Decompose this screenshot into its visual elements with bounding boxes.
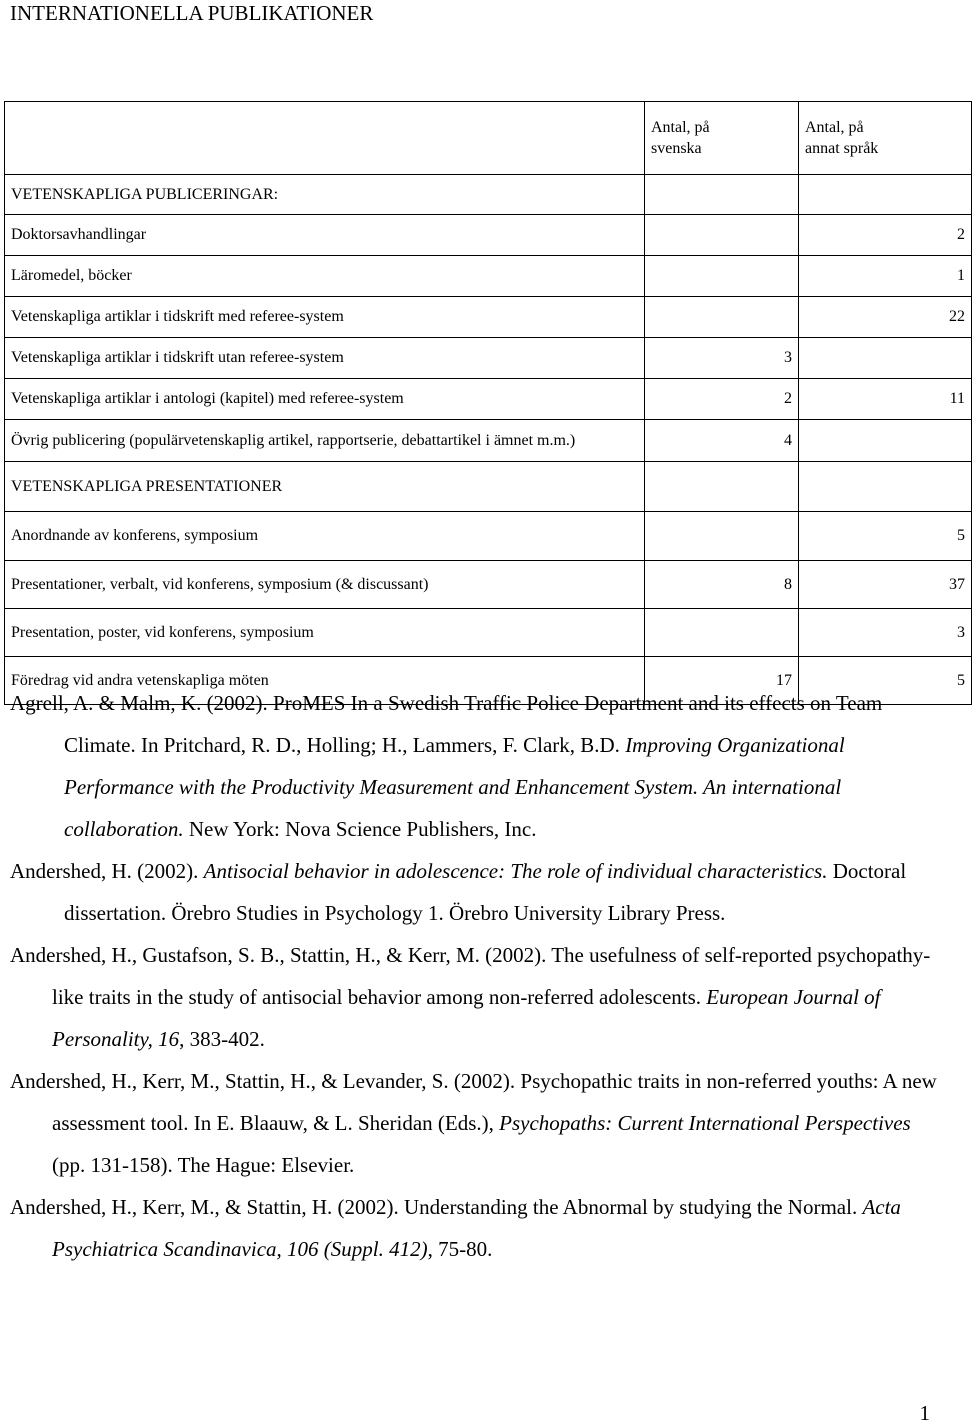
- row-label: Vetenskapliga artiklar i tidskrift med referee-system: [5, 297, 645, 338]
- reference-text-tail: Doctoral dissertation. Örebro Studies in Psychology 1. Örebro University Library Press.: [64, 859, 907, 925]
- table-row: [5, 215, 972, 256]
- row-other-value: [799, 175, 972, 215]
- reference-title-italic: Acta Psychiatrica Scandinavica, 106 (Suppl. 412): [52, 1195, 901, 1261]
- row-label: Läromedel, böcker: [5, 256, 645, 297]
- reference-text: Andershed, H. (2002).: [10, 859, 204, 883]
- row-swedish-value: [645, 297, 799, 338]
- reference-entry: [0, 850, 960, 934]
- table-row: [5, 561, 972, 609]
- header-swedish-count: [645, 102, 799, 175]
- reference-title-italic: European Journal of Personality, 16: [52, 985, 881, 1051]
- table-row: [5, 512, 972, 561]
- table-row: [5, 175, 972, 215]
- reference-title-italic: Psychopaths: Current International Perspectives: [499, 1111, 911, 1135]
- page-number: 1: [919, 1401, 930, 1425]
- row-other-value: 3: [799, 609, 972, 657]
- reference-text-tail: New York: Nova Science Publishers, Inc.: [183, 817, 537, 841]
- row-other-value: [799, 420, 972, 462]
- table-row: [5, 297, 972, 338]
- row-label: Vetenskapliga artiklar i tidskrift utan referee-system: [5, 338, 645, 379]
- header-swedish-line-1: Antal, på: [651, 119, 710, 136]
- row-swedish-value: 17: [645, 657, 799, 705]
- reference-title-italic: Improving Organizational Performance with the Productivity Measurement and Enhancement System. An international collaboration.: [64, 733, 845, 841]
- row-other-value: 1: [799, 256, 972, 297]
- row-swedish-value: 8: [645, 561, 799, 609]
- reference-list: [0, 682, 960, 1270]
- table-row: [5, 379, 972, 420]
- row-other-value: 11: [799, 379, 972, 420]
- reference-text: Andershed, H., Kerr, M., & Stattin, H. (2002). Understanding the Abnormal by studying the Normal.: [10, 1195, 863, 1219]
- header-blank-cell: [5, 102, 645, 175]
- row-other-value: 5: [799, 657, 972, 705]
- table-row: [5, 256, 972, 297]
- reference-entry: [0, 1060, 960, 1186]
- row-label: Övrig publicering (populärvetenskaplig artikel, rapportserie, debattartikel i ämnet m.m.): [5, 420, 645, 462]
- row-swedish-value: [645, 609, 799, 657]
- reference-text-tail: , 75-80.: [427, 1237, 493, 1261]
- row-label: Presentation, poster, vid konferens, symposium: [5, 609, 645, 657]
- row-swedish-value: [645, 512, 799, 561]
- reference-text: Andershed, H., Gustafson, S. B., Stattin, H., & Kerr, M. (2002). The usefulness of self-reported psychopathy-like traits in the study of antisocial behavior among non-referred adolescents.: [10, 943, 931, 1009]
- reference-text-tail: , 383-402.: [179, 1027, 265, 1051]
- row-label: Föredrag vid andra vetenskapliga möten: [5, 657, 645, 705]
- row-swedish-value: 3: [645, 338, 799, 379]
- header-other-language-count: [799, 102, 972, 175]
- row-other-value: 22: [799, 297, 972, 338]
- reference-entry: [0, 682, 960, 850]
- reference-text: Andershed, H., Kerr, M., Stattin, H., & Levander, S. (2002). Psychopathic traits in non-referred youths: A new assessment tool. In E. Blaauw, & L. Sheridan (Eds.),: [10, 1069, 937, 1135]
- table-header-row: [5, 102, 972, 175]
- row-swedish-value: [645, 215, 799, 256]
- row-swedish-value: 4: [645, 420, 799, 462]
- publication-stats-table: [4, 101, 972, 705]
- row-other-value: 2: [799, 215, 972, 256]
- table-row: [5, 338, 972, 379]
- row-label: Vetenskapliga artiklar i antologi (kapitel) med referee-system: [5, 379, 645, 420]
- reference-title-italic: Antisocial behavior in adolescence: The role of individual characteristics.: [203, 859, 828, 883]
- table-row: [5, 462, 972, 512]
- header-other-line-2: annat språk: [805, 140, 879, 157]
- row-label: VETENSKAPLIGA PUBLICERINGAR:: [5, 175, 645, 215]
- reference-text-tail: (pp. 131-158). The Hague: Elsevier.: [52, 1153, 355, 1177]
- row-swedish-value: [645, 175, 799, 215]
- page-heading: INTERNATIONELLA PUBLIKATIONER: [10, 1, 374, 25]
- row-other-value: 37: [799, 561, 972, 609]
- row-label: Anordnande av konferens, symposium: [5, 512, 645, 561]
- row-swedish-value: [645, 256, 799, 297]
- row-label: Presentationer, verbalt, vid konferens, symposium (& discussant): [5, 561, 645, 609]
- row-label: Doktorsavhandlingar: [5, 215, 645, 256]
- row-other-value: 5: [799, 512, 972, 561]
- header-swedish-line-2: svenska: [651, 140, 702, 157]
- row-label: VETENSKAPLIGA PRESENTATIONER: [5, 462, 645, 512]
- reference-entry: [0, 934, 960, 1060]
- row-swedish-value: 2: [645, 379, 799, 420]
- row-swedish-value: [645, 462, 799, 512]
- row-other-value: [799, 338, 972, 379]
- header-other-line-1: Antal, på: [805, 119, 864, 136]
- reference-text: Agrell, A. & Malm, K. (2002). ProMES In a Swedish Traffic Police Department and its effects on Team Climate. In Pritchard, R. D., Holling; H., Lammers, F. Clark, B.D.: [10, 691, 883, 757]
- row-other-value: [799, 462, 972, 512]
- reference-entry: [0, 1186, 960, 1270]
- table-row: [5, 609, 972, 657]
- table-row: [5, 420, 972, 462]
